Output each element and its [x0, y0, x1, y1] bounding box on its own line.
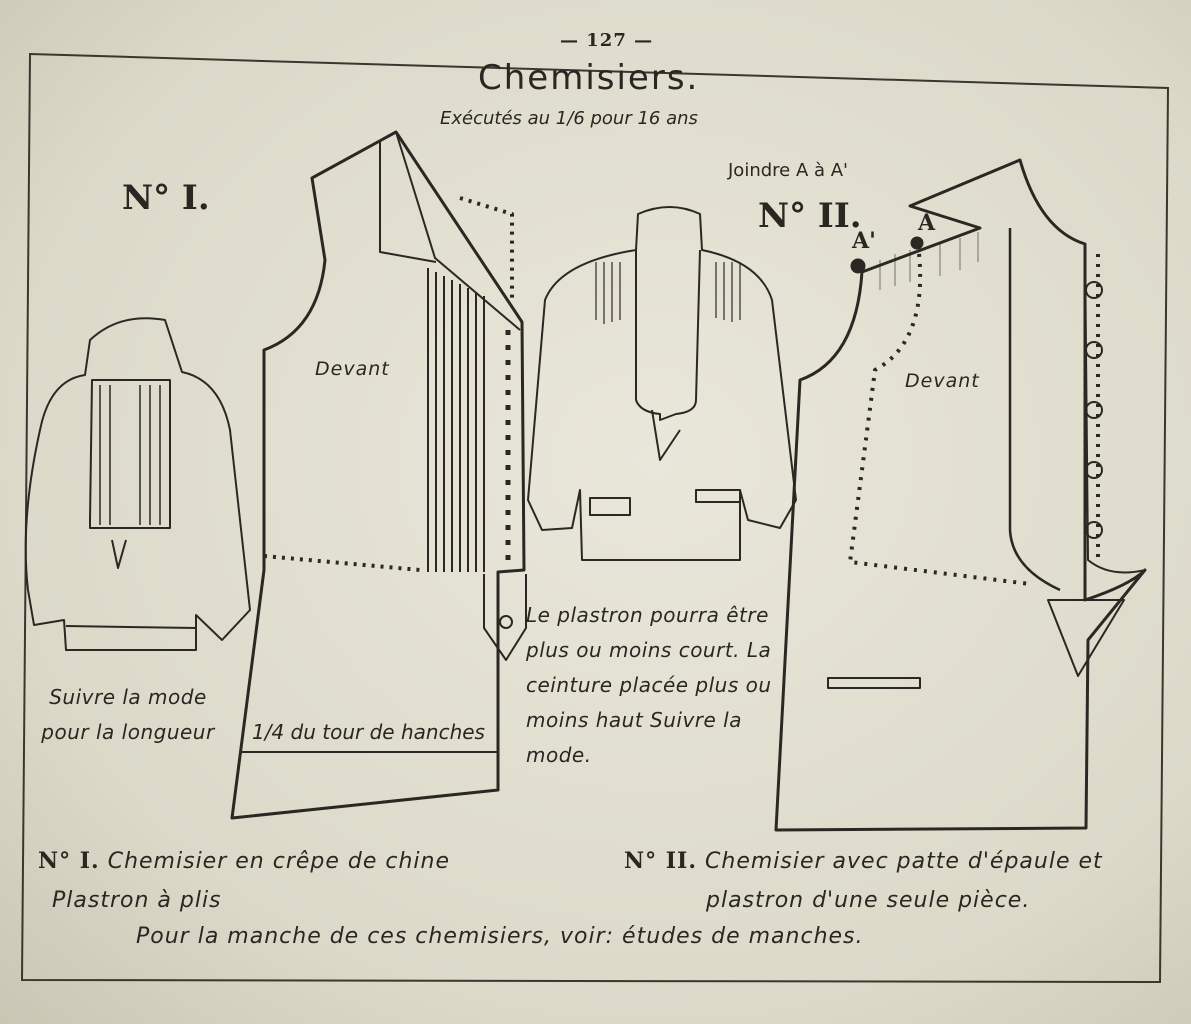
- shirt-illustration: [528, 207, 796, 560]
- pattern-2-dotted-line: [850, 244, 1030, 584]
- join-note: Joindre A à A': [728, 160, 849, 181]
- caption-1-line-2: Plastron à plis: [52, 888, 222, 913]
- caption-2-text: Chemisier avec patte d'épaule et: [705, 849, 1103, 874]
- caption-1-number: N° I.: [38, 848, 100, 874]
- hip-note: 1/4 du tour de hanches: [252, 720, 485, 744]
- pattern-1-front-outline: [232, 132, 524, 818]
- page-title: Chemisiers.: [478, 58, 700, 98]
- caption-1-line-1: [38, 848, 450, 874]
- pattern-1-front-label: Devant: [315, 358, 390, 380]
- length-note: Suivre la mode pour la longueur: [41, 685, 215, 744]
- pleats: [428, 268, 484, 572]
- caption-2-number: N° II.: [624, 848, 698, 874]
- page-subtitle: Exécutés au 1/6 pour 16 ans: [440, 108, 698, 129]
- point-a-prime-label: A': [852, 228, 876, 254]
- pattern-1-number: N° I.: [122, 178, 210, 218]
- pattern-2-front-label: Devant: [905, 370, 980, 392]
- page-number: — 127 —: [560, 30, 654, 51]
- pattern-2-number: N° II.: [758, 196, 862, 236]
- caption-2-line-2: plastron d'une seule pièce.: [706, 888, 1031, 913]
- point-a-label: A: [918, 210, 936, 236]
- caption-sleeve-note: Pour la manche de ces chemisiers, voir: études de manches.: [136, 924, 864, 949]
- caption-2-line-1: [624, 848, 1103, 874]
- caption-1-text: Chemisier en crêpe de chine: [107, 849, 451, 874]
- blouse-1-illustration: [26, 318, 250, 650]
- plastron-note: Le plastron pourra être plus ou moins court. La ceinture placée plus ou moins haut Suivre la mode.: [526, 603, 772, 767]
